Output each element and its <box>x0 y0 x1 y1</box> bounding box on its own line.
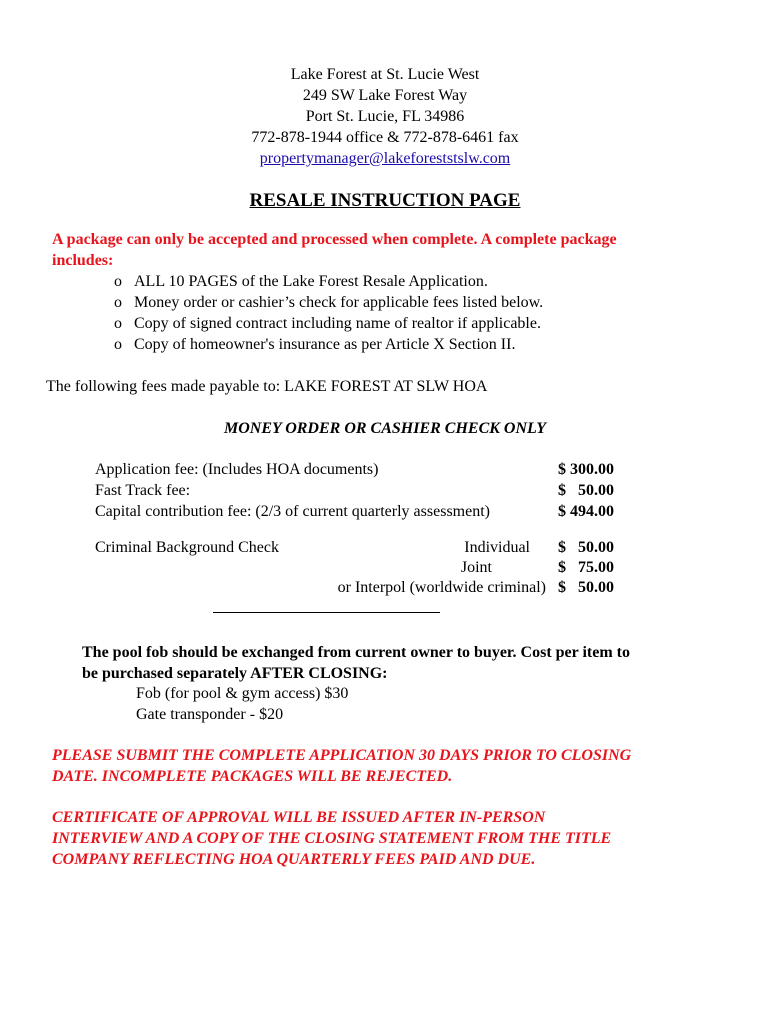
pool-line-2: be purchased separately AFTER CLOSING: <box>82 665 388 682</box>
checklist-item <box>114 272 488 292</box>
checklist-text: Copy of homeowner's insurance as per Article X Section II. <box>134 336 516 353</box>
street-address: 249 SW Lake Forest Way <box>302 87 468 104</box>
notice-2-line-1: CERTIFICATE OF APPROVAL WILL BE ISSUED AFTER IN-PERSON <box>52 809 546 826</box>
fee-amount: $ 300.00 <box>558 461 614 478</box>
background-option-label: Individual <box>464 539 530 556</box>
email-row <box>0 149 770 169</box>
checklist-text: Money order or cashier’s check for applicable fees listed below. <box>134 294 544 311</box>
bullet-icon: o <box>114 315 122 332</box>
org-name: Lake Forest at St. Lucie West <box>290 66 480 83</box>
background-option-label: Joint <box>460 559 492 576</box>
fee-amount: $ 494.00 <box>558 503 614 520</box>
fee-label: Fast Track fee: <box>95 482 191 499</box>
notice-1-line-1: PLEASE SUBMIT THE COMPLETE APPLICATION 30 DAYS PRIOR TO CLOSING <box>52 747 632 764</box>
page-title: RESALE INSTRUCTION PAGE <box>249 190 521 211</box>
email-link[interactable]: propertymanager@lakeforeststslw.com <box>259 150 511 167</box>
notice-2-line-2: INTERVIEW AND A COPY OF THE CLOSING STATEMENT FROM THE TITLE <box>52 830 612 847</box>
pool-item: Gate transponder - $20 <box>136 706 284 723</box>
notice-1-line-2: DATE. INCOMPLETE PACKAGES WILL BE REJECTED. <box>52 768 453 785</box>
checklist-item <box>114 335 515 355</box>
divider-rule <box>213 612 440 613</box>
payable-line: The following fees made payable to: LAKE FOREST AT SLW HOA <box>46 378 488 395</box>
background-option-label: or Interpol (worldwide criminal) <box>337 579 546 596</box>
checklist-item <box>114 293 543 313</box>
intro-line-2: includes: <box>52 252 114 269</box>
fee-label: Application fee: (Includes HOA documents) <box>95 461 379 478</box>
phone-fax: 772-878-1944 office & 772-878-6461 fax <box>251 129 519 146</box>
payment-note: MONEY ORDER OR CASHIER CHECK ONLY <box>224 420 546 437</box>
checklist-text: Copy of signed contract including name of realtor if applicable. <box>134 315 541 332</box>
pool-item: Fob (for pool & gym access) $30 <box>136 685 349 702</box>
background-option-amount: $ 50.00 <box>558 579 614 596</box>
bullet-icon: o <box>114 294 122 311</box>
fee-amount: $ 50.00 <box>558 482 614 499</box>
notice-2-line-3: COMPANY REFLECTING HOA QUARTERLY FEES PAID AND DUE. <box>52 851 536 868</box>
intro-line-1: A package can only be accepted and processed when complete. A complete package <box>52 231 617 248</box>
bullet-icon: o <box>114 336 122 353</box>
checklist-text: ALL 10 PAGES of the Lake Forest Resale Application. <box>134 273 488 290</box>
city-address: Port St. Lucie, FL 34986 <box>305 108 465 125</box>
pool-line-1: The pool fob should be exchanged from current owner to buyer. Cost per item to <box>82 644 630 661</box>
background-option-amount: $ 75.00 <box>558 559 614 576</box>
fee-label: Capital contribution fee: (2/3 of current quarterly assessment) <box>95 503 490 520</box>
bullet-icon: o <box>114 273 122 290</box>
background-check-label: Criminal Background Check <box>95 539 279 556</box>
background-option-amount: $ 50.00 <box>558 539 614 556</box>
checklist-item <box>114 314 541 334</box>
